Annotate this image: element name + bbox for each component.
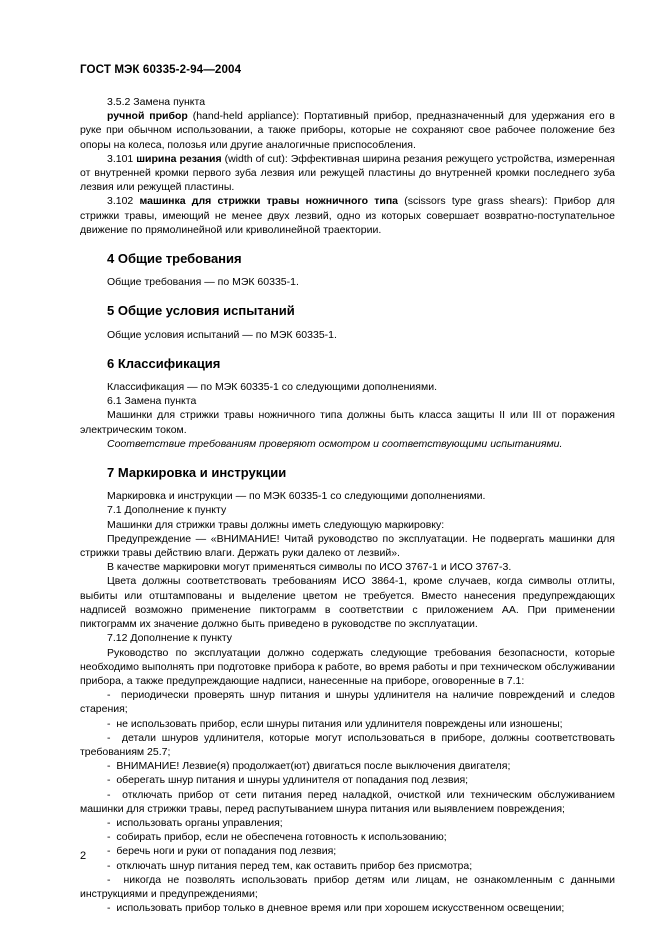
term-hand-held: ручной прибор	[107, 110, 188, 123]
compliance-note: Соответствие требованиям проверяют осмотром и соответствующими испытаниями.	[107, 437, 563, 450]
page-number: 2	[80, 850, 87, 862]
document-header: ГОСТ МЭК 60335-2-94—2004	[80, 63, 242, 76]
term-width-of-cut: ширина резания	[136, 152, 222, 165]
clause-7-12-text: Руководство по эксплуатации должно содержать следующие требования безопасности, которые необходимо выполнять при подготовке прибора к работе, во время работы и при техническом обслуживании прибора, а также предупреждающие надписи, нанесенные на приборе, оговоренные в 7.1:	[80, 646, 615, 687]
definition-hand-held-text: (hand-held appliance): Портативный прибор, предназначенный для удержания его в руке при обычном использовании, а также приборы, которые не сохраняют свое рабочее положение без опоры на колеса, полозья или другие аналогичные приспособления.	[80, 110, 616, 151]
clause-7-1: 7.1 Дополнение к пункту	[107, 504, 227, 517]
section-5-text: Общие условия испытаний — по МЭК 60335-1.	[107, 328, 337, 341]
definition-3-101-text: (width of cut): Эффективная ширина резания режущего устройства, измеренная от внутренней кромки первого зуба лезвия или режущей пластины до внутренней кромки последнего зуба лезвия или режущей пластины.	[80, 152, 615, 194]
section-5-heading: 5 Общие условия испытаний	[107, 303, 295, 319]
list-item: - детали шнуров удлинителя, которые могут использоваться в приборе, должны соответствовать требованиям 25.7;	[80, 731, 615, 758]
clause-3-5-2: 3.5.2 Замена пункта	[107, 96, 206, 108]
document-body	[80, 95, 615, 915]
section-6-heading: 6 Классификация	[107, 355, 221, 371]
list-item: - отключать прибор от сети питания перед наладкой, очисткой или техническим обслуживанием машинки для стрижки травы, перед распутыванием шнура питания или выявлением повреждения;	[80, 788, 615, 815]
list-item: - периодически проверять шнур питания и шнуры удлинителя на наличие повреждений и следов старения;	[80, 689, 615, 716]
section-7-heading: 7 Маркировка и инструкции	[107, 465, 287, 481]
list-item: - ВНИМАНИЕ! Лезвие(я) продолжает(ют) двигаться после выключения двигателя;	[107, 760, 511, 773]
list-item: - использовать органы управления;	[107, 816, 283, 829]
symbols-note: В качестве маркировки могут применяться символы по ИСО 3767-1 и ИСО 3767-3.	[107, 561, 512, 574]
clause-7-12: 7.12 Дополнение к пункту	[107, 632, 233, 645]
list-item: - беречь ноги и руки от попадания под лезвия;	[107, 845, 337, 858]
list-item: - использовать прибор только в дневное время или при хорошем искусственном освещении;	[107, 902, 565, 915]
section-4-heading: 4 Общие требования	[107, 251, 242, 267]
clause-6-1: 6.1 Замена пункта	[107, 395, 197, 408]
clause-3-102-number: 3.102	[107, 195, 140, 208]
clause-7-1-text: Машинки для стрижки травы должны иметь следующую маркировку:	[107, 518, 445, 531]
warning-marking: Предупреждение — «ВНИМАНИЕ! Читай руководство по эксплуатации. Не подвергать машинки для стрижки травы действию влаги. Держать руки далеко от лезвий».	[80, 532, 615, 560]
section-6-text: Классификация — по МЭК 60335-1 со следующими дополнениями.	[107, 381, 437, 394]
list-item: - отключать шнур питания перед тем, как оставить прибор без присмотра;	[107, 859, 473, 872]
clause-6-1-text: Машинки для стрижки травы ножничного типа должны быть класса защиты II или III от поражения электрическим током.	[80, 409, 615, 436]
clause-3-101-number: 3.101	[107, 152, 137, 165]
section-4-text: Общие требования — по МЭК 60335-1.	[107, 276, 299, 289]
definition-hand-held	[80, 109, 615, 152]
colors-note: Цвета должны соответствовать требованиям ИСО 3864-1, кроме случаев, когда символы отлиты, выбиты или отштампованы и выделение цветом не требуется. Вместо нанесения предупреждающих надписей возможно применение пиктограмм в соответствии с приложением АА. При применении пиктограмм их значение должно быть приведено в руководстве по эксплуатации.	[80, 575, 615, 631]
term-scissors-shears: машинка для стрижки травы ножничного типа	[139, 195, 399, 208]
definition-3-102	[80, 194, 615, 237]
list-item: - собирать прибор, если не обеспечена готовность к использованию;	[107, 831, 447, 844]
list-item: - не использовать прибор, если шнуры питания или удлинителя повреждены или изношены;	[107, 717, 563, 730]
definition-3-101	[80, 152, 615, 195]
list-item: - никогда не позволять использовать прибор детям или лицам, не ознакомленным с данными инструкциями и предупреждениями;	[80, 873, 615, 900]
list-item: - оберегать шнур питания и шнуры удлинителя от попадания под лезвия;	[107, 774, 469, 787]
safety-list	[80, 688, 615, 915]
definition-3-102-text: (scissors type grass shears): Прибор для стрижки травы, имеющий не менее двух лезвий, одно из которых совершает возвратно-поступательное движение по прямолинейной или криволинейной траектории.	[80, 195, 615, 236]
section-7-text: Маркировка и инструкции — по МЭК 60335-1 со следующими дополнениями.	[107, 490, 486, 503]
